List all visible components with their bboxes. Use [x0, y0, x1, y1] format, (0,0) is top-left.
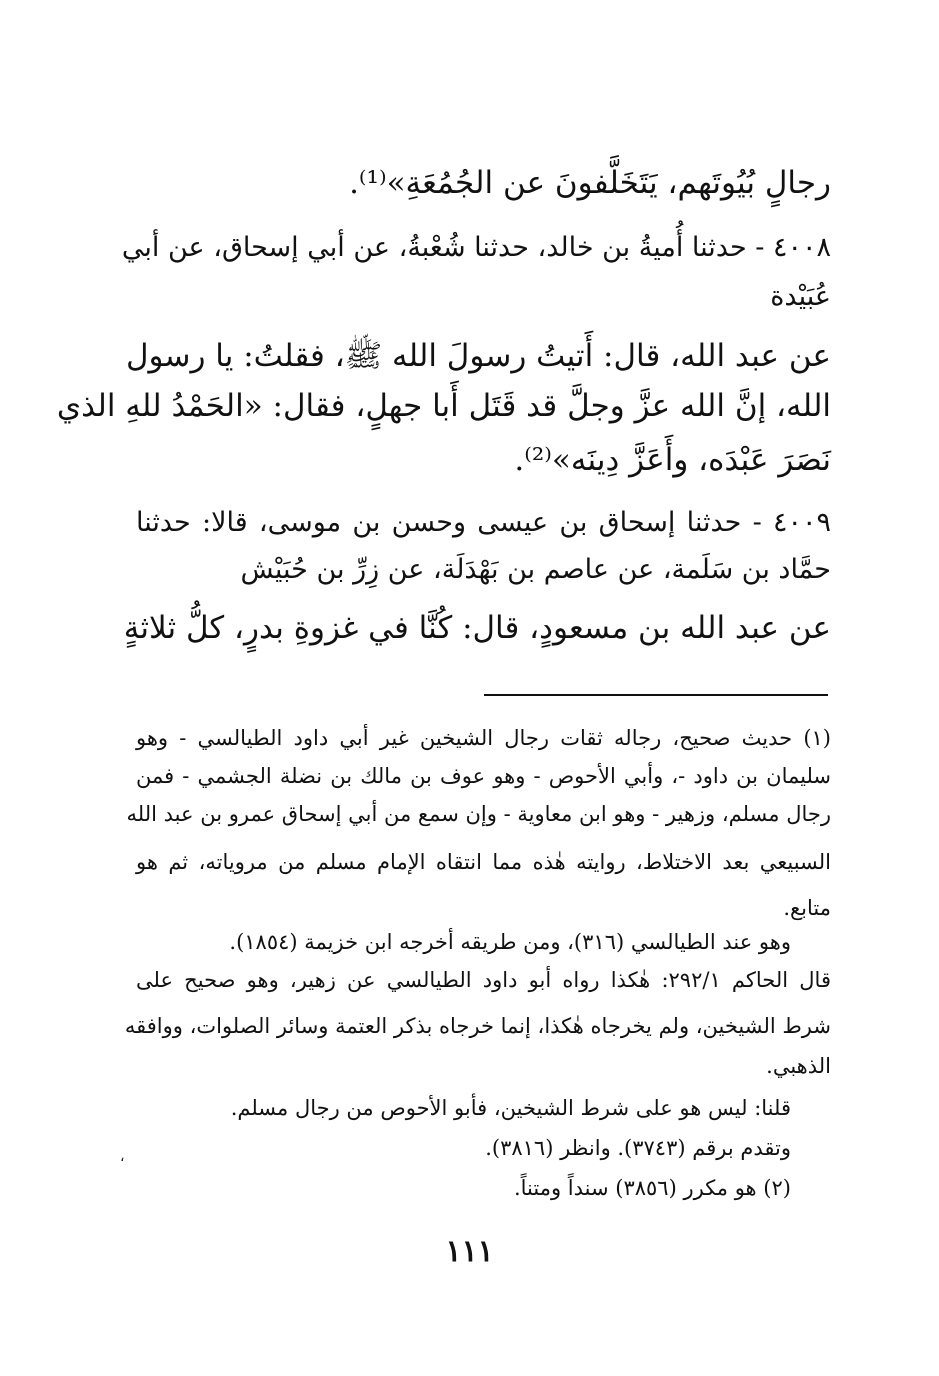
footnote-line: شرط الشيخين، ولم يخرجاه هٰكذا، إنما خرجاه بذكر العتمة وسائر الصلوات، ووافقه: [124, 1014, 831, 1038]
footnote-line: (١) حديث صحيح، رجاله ثقات رجال الشيخين غير أبي داود الطيالسي - وهو: [136, 726, 831, 750]
footnote-line: سليمان بن داود -، وأبي الأحوص - وهو عوف بن مالك بن نضلة الجشمي - فمن: [136, 764, 831, 788]
text-line: رجالٍ بُيُوتَهم، يَتَخَلَّفونَ عن الجُمُعَةِ»⁽¹⁾.: [349, 165, 831, 201]
footnote-line: (٢) هو مكرر (٣٨٥٦) سنداً ومتناً.: [513, 1176, 791, 1200]
text-line: عن عبد الله بن مسعودٍ، قال: كُنَّا في غزوةِ بدرٍ، كلُّ ثلاثةٍ: [123, 610, 831, 646]
footnote-line: قلنا: ليس هو على شرط الشيخين، فأبو الأحوص من رجال مسلم.: [230, 1096, 791, 1120]
hadith-4009-line: ٤٠٠٩ - حدثنا إسحاق بن عيسى وحسن بن موسى، قالا: حدثنا: [136, 507, 831, 538]
footnote-line: رجال مسلم، وزهير - وهو ابن معاوية - وإن سمع من أبي إسحاق عمرو بن عبد الله: [126, 802, 831, 826]
footnote-line: السبيعي بعد الاختلاط، روايته هٰذه مما انتقاه الإمام مسلم من مروياته، ثم هو: [136, 850, 831, 874]
hadith-4008-line: ٤٠٠٨ - حدثنا أُميةُ بن خالد، حدثنا شُعْبةُ، عن أبي إسحاق، عن أبي: [121, 232, 831, 263]
page-number: ١١١: [445, 1234, 494, 1269]
hadith-4009-line: حمَّاد بن سَلَمة، عن عاصم بن بَهْدَلَة، عن زِرِّ بن حُبَيْش: [240, 554, 831, 585]
footnote-line: الذهبي.: [766, 1054, 831, 1078]
footnote-line: متابع.: [783, 896, 831, 920]
margin-mark: ،: [120, 1149, 125, 1165]
text-line: الله، إنَّ الله عزَّ وجلَّ قد قَتَل أَبا جهلٍ، فقال: «الحَمْدُ للهِ الذي: [56, 388, 831, 424]
footnote-line: قال الحاكم ٢٩٢/١: هٰكذا رواه أبو داود الطيالسي عن زهير، وهو صحيح على: [136, 968, 831, 992]
footnote-separator: [484, 694, 828, 696]
footnote-line: وتقدم برقم (٣٧٤٣). وانظر (٣٨١٦).: [485, 1136, 791, 1160]
footnote-line: وهو عند الطيالسي (٣١٦)، ومن طريقه أخرجه ابن خزيمة (١٨٥٤).: [229, 930, 791, 954]
text-line: نَصَرَ عَبْدَه، وأَعَزَّ دِينَه»⁽²⁾.: [514, 442, 831, 478]
hadith-4008-line: عُبَيْدة: [770, 281, 831, 312]
text-line: عن عبد الله، قال: أَتيتُ رسولَ الله ﷺ، فقلتُ: يا رسول: [125, 338, 831, 374]
